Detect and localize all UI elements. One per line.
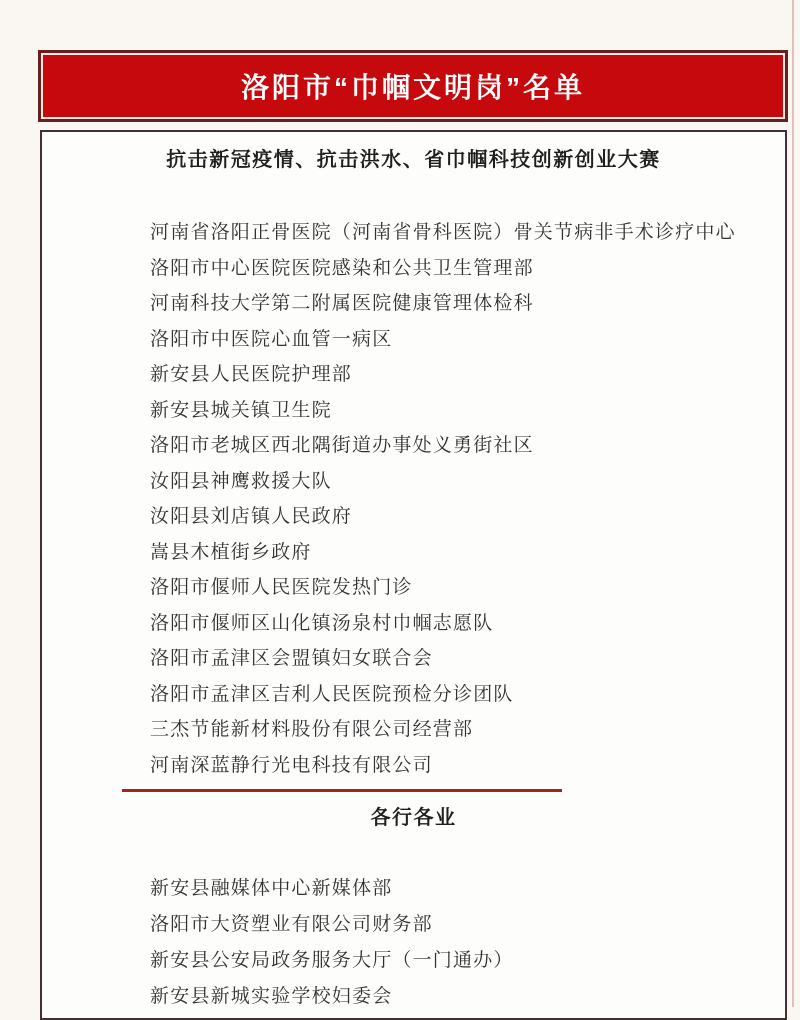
org-list-competition	[42, 213, 785, 781]
list-item: 洛阳市大资塑业有限公司财务部	[150, 913, 433, 935]
section-heading-competition: 抗击新冠疫情、抗击洪水、省巾帼科技创新创业大赛	[166, 149, 661, 171]
list-item: 新安县融媒体中心新媒体部	[150, 877, 393, 899]
list-item: 新安县新城实验学校妇委会	[150, 985, 393, 1007]
page-title: 洛阳市“巾帼文明岗”名单	[240, 72, 585, 103]
list-item: 汝阳县神鹰救援大队	[150, 470, 332, 492]
list-item: 河南深蓝静行光电科技有限公司	[150, 754, 433, 776]
section-divider-line	[122, 789, 562, 792]
list-content-box	[40, 130, 787, 1020]
list-item: 洛阳市老城区西北隅街道办事处义勇街社区	[150, 435, 534, 457]
list-item: 洛阳市偃师人民医院发热门诊	[150, 577, 413, 599]
list-item: 洛阳市偃师区山化镇汤泉村巾帼志愿队	[150, 612, 494, 634]
list-item: 新安县人民医院护理部	[150, 364, 353, 386]
list-item: 洛阳市孟津区会盟镇妇女联合会	[150, 648, 433, 670]
list-item: 三杰节能新材料股份有限公司经营部	[150, 719, 474, 741]
title-banner	[38, 50, 788, 122]
list-item: 汝阳县刘店镇人民政府	[150, 506, 353, 528]
page-right-border-line	[792, 0, 794, 1007]
list-item: 洛阳市中医院心血管一病区	[150, 328, 393, 350]
list-item: 洛阳市中心医院医院感染和公共卫生管理部	[150, 257, 534, 279]
org-list-industries	[42, 868, 785, 1012]
list-item: 河南省洛阳正骨医院（河南省骨科医院）骨关节病非手术诊疗中心	[150, 222, 736, 244]
list-item: 嵩县木植街乡政府	[150, 541, 312, 563]
list-item: 河南科技大学第二附属医院健康管理体检科	[150, 293, 534, 315]
list-item: 新安县公安局政务服务大厅（一门通办）	[150, 949, 514, 971]
list-item: 新安县城关镇卫生院	[150, 399, 332, 421]
list-item: 洛阳市孟津区吉利人民医院预检分诊团队	[150, 683, 514, 705]
section-heading-industries: 各行各业	[370, 807, 457, 829]
